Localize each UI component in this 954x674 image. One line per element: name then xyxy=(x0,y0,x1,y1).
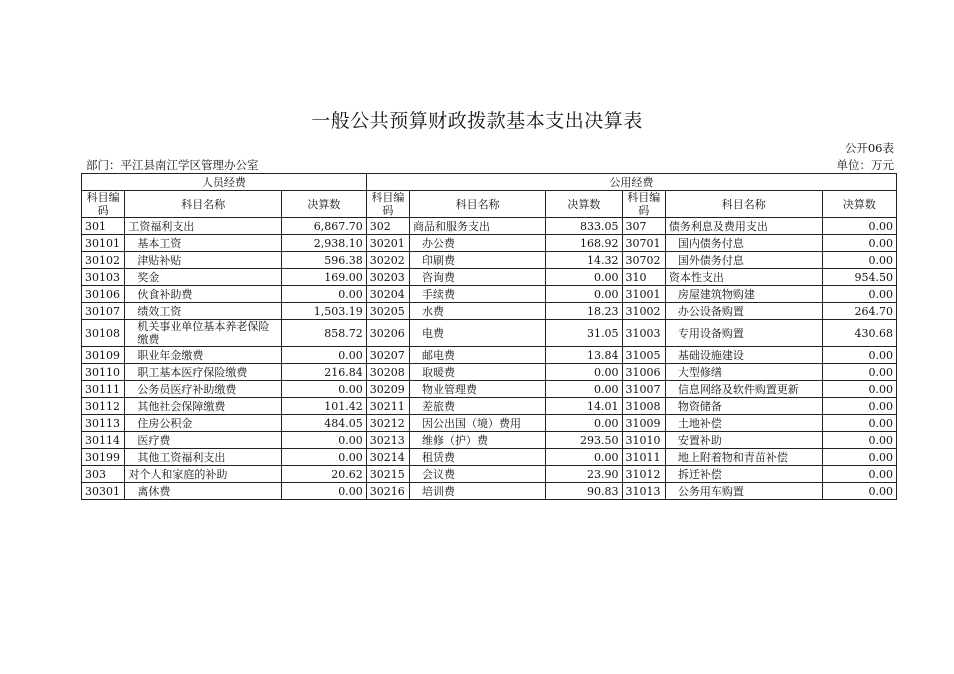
column-header-name: 科目名称 xyxy=(665,191,822,218)
cell-code: 30207 xyxy=(366,347,409,364)
cell-code: 31006 xyxy=(622,364,665,381)
cell-code: 31005 xyxy=(622,347,665,364)
cell-amount: 264.70 xyxy=(822,303,896,320)
cell-code: 30216 xyxy=(366,483,409,500)
cell-code: 30301 xyxy=(82,483,125,500)
cell-amount: 0.00 xyxy=(822,466,896,483)
cell-amount: 0.00 xyxy=(822,381,896,398)
column-header-amount: 决算数 xyxy=(822,191,896,218)
cell-code: 307 xyxy=(622,218,665,235)
column-header-amount: 决算数 xyxy=(546,191,622,218)
cell-code: 31009 xyxy=(622,415,665,432)
cell-code: 30199 xyxy=(82,449,125,466)
cell-amount: 0.00 xyxy=(282,449,367,466)
cell-name: 其他工资福利支出 xyxy=(125,449,282,466)
cell-name: 国外债务付息 xyxy=(665,252,822,269)
cell-code: 31011 xyxy=(622,449,665,466)
cell-name: 电费 xyxy=(410,320,546,347)
cell-name: 拆迁补偿 xyxy=(665,466,822,483)
cell-name: 地上附着物和青苗补偿 xyxy=(665,449,822,466)
group-header-public: 公用经费 xyxy=(366,174,896,191)
cell-amount: 0.00 xyxy=(546,364,622,381)
cell-code: 30202 xyxy=(366,252,409,269)
cell-amount: 430.68 xyxy=(822,320,896,347)
column-header-code: 科目编码 xyxy=(82,191,125,218)
cell-amount: 0.00 xyxy=(822,449,896,466)
table-row xyxy=(82,269,897,286)
cell-amount: 0.00 xyxy=(546,269,622,286)
cell-code: 30112 xyxy=(82,398,125,415)
column-header-name: 科目名称 xyxy=(410,191,546,218)
cell-code: 30201 xyxy=(366,235,409,252)
cell-name: 伙食补助费 xyxy=(125,286,282,303)
table-row xyxy=(82,483,897,500)
cell-code: 30211 xyxy=(366,398,409,415)
cell-code: 30212 xyxy=(366,415,409,432)
cell-amount: 0.00 xyxy=(822,252,896,269)
department-label: 部门：平江县南江学区管理办公室 xyxy=(86,158,259,172)
cell-code: 31008 xyxy=(622,398,665,415)
cell-code: 30114 xyxy=(82,432,125,449)
cell-amount: 954.50 xyxy=(822,269,896,286)
cell-code: 310 xyxy=(622,269,665,286)
form-number: 公开06表 xyxy=(844,141,894,155)
cell-amount: 31.05 xyxy=(546,320,622,347)
cell-name: 职业年金缴费 xyxy=(125,347,282,364)
cell-code: 30111 xyxy=(82,381,125,398)
cell-code: 30213 xyxy=(366,432,409,449)
cell-code: 30108 xyxy=(82,320,125,347)
column-header-code: 科目编码 xyxy=(622,191,665,218)
table-row xyxy=(82,466,897,483)
cell-amount: 1,503.19 xyxy=(282,303,367,320)
cell-name: 国内债务付息 xyxy=(665,235,822,252)
cell-name: 职工基本医疗保险缴费 xyxy=(125,364,282,381)
cell-name: 基础设施建设 xyxy=(665,347,822,364)
cell-amount: 6,867.70 xyxy=(282,218,367,235)
cell-name: 工资福利支出 xyxy=(125,218,282,235)
cell-code: 30208 xyxy=(366,364,409,381)
cell-name: 物业管理费 xyxy=(410,381,546,398)
cell-amount: 0.00 xyxy=(546,286,622,303)
cell-name: 对个人和家庭的补助 xyxy=(125,466,282,483)
cell-name: 住房公积金 xyxy=(125,415,282,432)
cell-amount: 101.42 xyxy=(282,398,367,415)
table-body xyxy=(82,218,897,500)
cell-amount: 0.00 xyxy=(822,364,896,381)
cell-name: 培训费 xyxy=(410,483,546,500)
cell-name: 离休费 xyxy=(125,483,282,500)
cell-code: 30113 xyxy=(82,415,125,432)
cell-code: 31010 xyxy=(622,432,665,449)
cell-name: 债务利息及费用支出 xyxy=(665,218,822,235)
cell-name: 机关事业单位基本养老保险缴费 xyxy=(125,320,282,347)
cell-amount: 0.00 xyxy=(282,347,367,364)
cell-code: 30106 xyxy=(82,286,125,303)
cell-amount: 18.23 xyxy=(546,303,622,320)
cell-code: 30702 xyxy=(622,252,665,269)
cell-code: 30110 xyxy=(82,364,125,381)
cell-name: 会议费 xyxy=(410,466,546,483)
cell-name: 办公设备购置 xyxy=(665,303,822,320)
table-row xyxy=(82,347,897,364)
cell-code: 31007 xyxy=(622,381,665,398)
cell-code: 31001 xyxy=(622,286,665,303)
table-row xyxy=(82,398,897,415)
cell-name: 租赁费 xyxy=(410,449,546,466)
cell-name: 咨询费 xyxy=(410,269,546,286)
cell-code: 301 xyxy=(82,218,125,235)
table-row xyxy=(82,381,897,398)
budget-table xyxy=(81,173,897,500)
cell-name: 水费 xyxy=(410,303,546,320)
column-header-code: 科目编码 xyxy=(366,191,409,218)
cell-name: 公务员医疗补助缴费 xyxy=(125,381,282,398)
cell-name: 绩效工资 xyxy=(125,303,282,320)
cell-name: 信息网络及软件购置更新 xyxy=(665,381,822,398)
cell-amount: 596.38 xyxy=(282,252,367,269)
cell-name: 基本工资 xyxy=(125,235,282,252)
cell-name: 资本性支出 xyxy=(665,269,822,286)
table-row xyxy=(82,303,897,320)
cell-amount: 14.32 xyxy=(546,252,622,269)
cell-name: 因公出国（境）费用 xyxy=(410,415,546,432)
cell-code: 302 xyxy=(366,218,409,235)
cell-amount: 0.00 xyxy=(822,235,896,252)
cell-amount: 20.62 xyxy=(282,466,367,483)
cell-code: 30107 xyxy=(82,303,125,320)
cell-name: 大型修缮 xyxy=(665,364,822,381)
cell-amount: 0.00 xyxy=(822,286,896,303)
cell-name: 房屋建筑物购建 xyxy=(665,286,822,303)
cell-code: 30102 xyxy=(82,252,125,269)
cell-name: 奖金 xyxy=(125,269,282,286)
cell-amount: 833.05 xyxy=(546,218,622,235)
cell-amount: 0.00 xyxy=(822,415,896,432)
cell-code: 31012 xyxy=(622,466,665,483)
cell-amount: 0.00 xyxy=(282,381,367,398)
table-row xyxy=(82,218,897,235)
cell-amount: 484.05 xyxy=(282,415,367,432)
unit-label: 单位：万元 xyxy=(836,158,894,172)
column-header-amount: 决算数 xyxy=(282,191,367,218)
cell-name: 土地补偿 xyxy=(665,415,822,432)
cell-code: 30203 xyxy=(366,269,409,286)
cell-name: 邮电费 xyxy=(410,347,546,364)
cell-code: 31013 xyxy=(622,483,665,500)
cell-amount: 293.50 xyxy=(546,432,622,449)
cell-name: 公务用车购置 xyxy=(665,483,822,500)
cell-amount: 0.00 xyxy=(282,286,367,303)
cell-code: 30215 xyxy=(366,466,409,483)
cell-name: 专用设备购置 xyxy=(665,320,822,347)
page-title: 一般公共预算财政拨款基本支出决算表 xyxy=(311,110,643,132)
cell-name: 办公费 xyxy=(410,235,546,252)
cell-name: 差旅费 xyxy=(410,398,546,415)
cell-name: 医疗费 xyxy=(125,432,282,449)
column-header-name: 科目名称 xyxy=(125,191,282,218)
cell-amount: 0.00 xyxy=(822,432,896,449)
cell-code: 31002 xyxy=(622,303,665,320)
cell-name: 印刷费 xyxy=(410,252,546,269)
cell-amount: 216.84 xyxy=(282,364,367,381)
cell-code: 30109 xyxy=(82,347,125,364)
cell-amount: 23.90 xyxy=(546,466,622,483)
table-row xyxy=(82,432,897,449)
cell-amount: 0.00 xyxy=(546,449,622,466)
table-row xyxy=(82,364,897,381)
cell-name: 取暖费 xyxy=(410,364,546,381)
cell-name: 安置补助 xyxy=(665,432,822,449)
cell-amount: 0.00 xyxy=(822,218,896,235)
cell-amount: 168.92 xyxy=(546,235,622,252)
cell-amount: 0.00 xyxy=(546,415,622,432)
cell-name: 手续费 xyxy=(410,286,546,303)
cell-code: 30206 xyxy=(366,320,409,347)
cell-amount: 14.01 xyxy=(546,398,622,415)
table-row xyxy=(82,320,897,347)
cell-code: 30214 xyxy=(366,449,409,466)
cell-code: 30204 xyxy=(366,286,409,303)
table-row xyxy=(82,286,897,303)
cell-amount: 0.00 xyxy=(822,398,896,415)
cell-code: 30701 xyxy=(622,235,665,252)
cell-code: 30205 xyxy=(366,303,409,320)
cell-amount: 13.84 xyxy=(546,347,622,364)
table-row xyxy=(82,235,897,252)
cell-code: 30101 xyxy=(82,235,125,252)
cell-amount: 169.00 xyxy=(282,269,367,286)
cell-code: 31003 xyxy=(622,320,665,347)
table-row xyxy=(82,252,897,269)
cell-code: 303 xyxy=(82,466,125,483)
cell-name: 津贴补贴 xyxy=(125,252,282,269)
cell-name: 商品和服务支出 xyxy=(410,218,546,235)
cell-amount: 858.72 xyxy=(282,320,367,347)
table-row xyxy=(82,449,897,466)
cell-code: 30209 xyxy=(366,381,409,398)
group-header-personnel: 人员经费 xyxy=(82,174,367,191)
cell-amount: 0.00 xyxy=(282,483,367,500)
cell-amount: 0.00 xyxy=(822,483,896,500)
table-row xyxy=(82,415,897,432)
cell-name: 物资储备 xyxy=(665,398,822,415)
cell-amount: 0.00 xyxy=(546,381,622,398)
cell-name: 维修（护）费 xyxy=(410,432,546,449)
cell-amount: 90.83 xyxy=(546,483,622,500)
cell-name: 其他社会保障缴费 xyxy=(125,398,282,415)
cell-amount: 2,938.10 xyxy=(282,235,367,252)
cell-amount: 0.00 xyxy=(282,432,367,449)
cell-amount: 0.00 xyxy=(822,347,896,364)
cell-code: 30103 xyxy=(82,269,125,286)
